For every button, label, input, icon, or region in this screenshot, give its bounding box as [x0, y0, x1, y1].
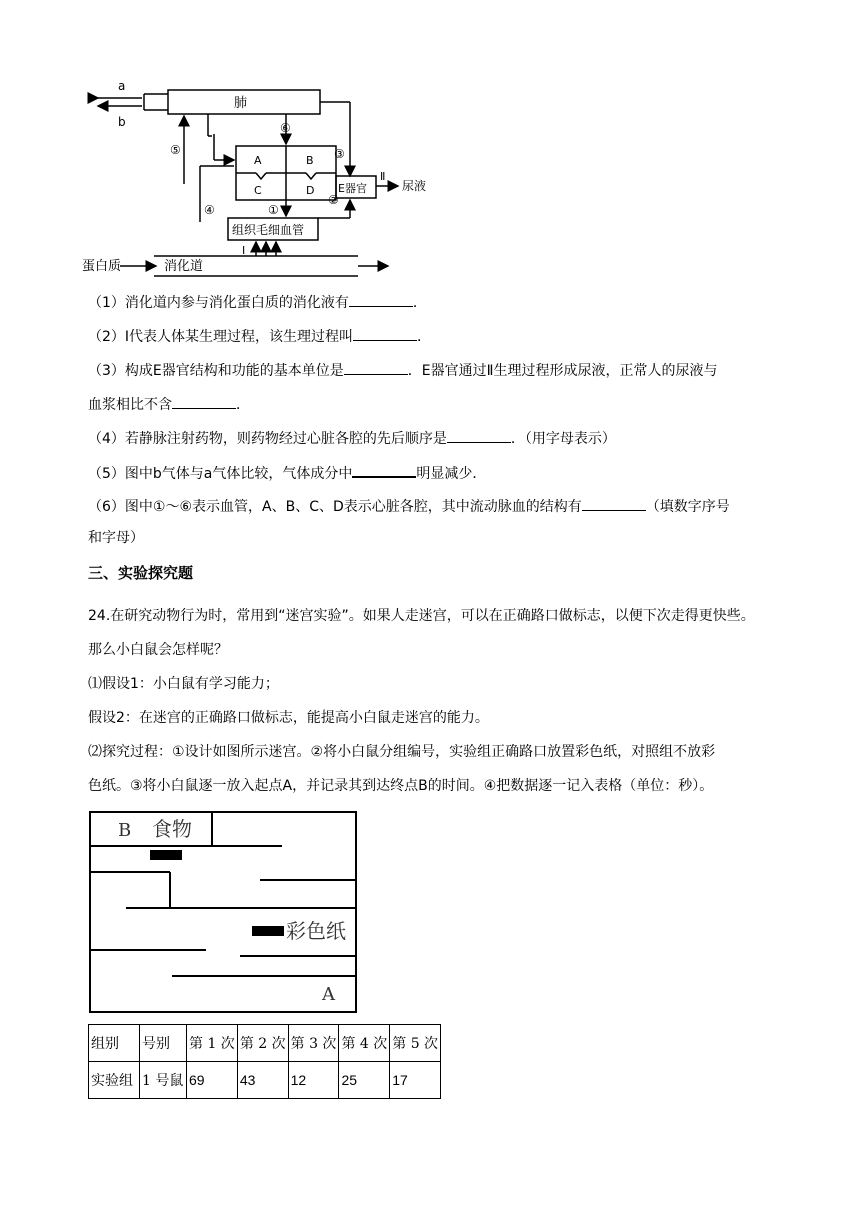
question-text: 明显减少．	[416, 466, 487, 482]
question-text: （1）消化道内参与消化蛋白质的消化液有	[88, 295, 349, 311]
answer-blank[interactable]	[344, 360, 408, 375]
table-cell: 12	[288, 1062, 339, 1099]
label-process-ii: Ⅱ	[380, 170, 386, 183]
q24-procedure-2: 色纸。③将小白鼠逐一放入起点A，并记录其到达终点B的时间。④把数据逐一记入表格（单位：秒）。	[88, 778, 714, 794]
label-vessel-4: ④	[204, 203, 215, 217]
label-urine: 尿液	[402, 179, 427, 193]
question-3-cont	[88, 394, 250, 415]
question-2	[88, 326, 431, 347]
question-3	[88, 360, 718, 381]
table-header: 第 1 次	[187, 1025, 238, 1062]
question-text: ．	[236, 397, 250, 413]
answer-blank[interactable]	[352, 462, 416, 478]
results-table	[88, 1024, 441, 1099]
table-header: 第 2 次	[237, 1025, 288, 1062]
table-header: 第 4 次	[339, 1025, 390, 1062]
table-header-row	[89, 1025, 441, 1062]
table-cell: 17	[390, 1062, 441, 1099]
q24-line-1: 24.在研究动物行为时，常用到“迷宫实验”。如果人走迷宫，可以在正确路口做标志，以便下次走得更快些。	[88, 608, 755, 624]
question-6-cont	[88, 528, 144, 548]
question-6	[88, 496, 730, 517]
label-chamber-b: B	[306, 154, 314, 167]
question-text: ．（用字母表示）	[510, 431, 616, 447]
label-vessel-1: ①	[268, 203, 279, 217]
answer-blank[interactable]	[353, 326, 417, 341]
q24-line-2: 那么小白鼠会怎样呢？	[88, 642, 228, 658]
table-cell: 25	[339, 1062, 390, 1099]
question-text: ．	[417, 329, 432, 345]
label-vessel-5: ⑤	[170, 143, 181, 157]
label-digestive-tract: 消化道	[164, 259, 204, 274]
maze-label-a: A	[322, 984, 335, 1005]
q24-hypothesis-1: ⑴假设1：小白鼠有学习能力；	[88, 676, 279, 692]
question-text: （6）图中①～⑥表示血管，A、B、C、D表示心脏各腔，其中流动脉血的结构有	[88, 499, 582, 515]
label-b: b	[118, 115, 126, 129]
label-vessel-2: ②	[328, 193, 339, 207]
circulation-diagram	[80, 76, 427, 282]
answer-blank[interactable]	[447, 428, 511, 443]
maze-diagram	[86, 808, 360, 1016]
maze-label-food: 食物	[152, 817, 192, 841]
question-4	[88, 428, 616, 449]
answer-blank[interactable]	[349, 292, 413, 307]
label-vessel-6: ⑥	[280, 121, 291, 135]
table-header: 组别	[89, 1025, 140, 1062]
label-chamber-c: C	[254, 184, 262, 197]
section-title: 三、实验探究题	[88, 564, 194, 582]
question-text: （2）Ⅰ代表人体某生理过程，该生理过程叫	[88, 329, 354, 345]
label-a: a	[118, 79, 126, 93]
question-1	[88, 292, 427, 313]
answer-blank[interactable]	[172, 394, 236, 409]
table-cell: 43	[237, 1062, 288, 1099]
question-text: （4）若静脉注射药物，则药物经过心脏各腔的先后顺序是	[88, 431, 447, 447]
maze-label-colored-paper: 彩色纸	[286, 919, 346, 943]
q24-hypothesis-2: 假设2：在迷宫的正确路口做标志，能提高小白鼠走迷宫的能力。	[88, 710, 489, 726]
question-text: （5）图中b气体与a气体比较，气体成分中	[88, 466, 353, 482]
maze-label-b: B	[118, 820, 132, 841]
question-text: ．E器官通过Ⅱ生理过程形成尿液，正常人的尿液与	[407, 363, 718, 379]
question-text: ．	[412, 295, 427, 311]
label-protein: 蛋白质	[82, 259, 122, 274]
label-process-i: Ⅰ	[242, 244, 246, 257]
question-text: 和字母）	[88, 530, 144, 546]
table-cell: 实验组	[89, 1062, 140, 1099]
table-row	[89, 1062, 441, 1099]
label-vessel-3: ③	[334, 147, 345, 161]
table-header: 第 3 次	[288, 1025, 339, 1062]
table-cell: 1 号鼠	[140, 1062, 187, 1099]
label-capillary: 组织毛细血管	[232, 223, 305, 237]
question-5	[88, 462, 486, 484]
answer-blank[interactable]	[582, 496, 646, 511]
label-organ-e: E器官	[338, 182, 367, 195]
label-lung: 肺	[234, 96, 248, 111]
label-chamber-d: D	[306, 184, 315, 197]
question-text: （填数字序号	[645, 499, 730, 515]
label-chamber-a: A	[254, 154, 262, 167]
question-text: 血浆相比不含	[88, 397, 172, 413]
table-header: 第 5 次	[390, 1025, 441, 1062]
table-header: 号别	[140, 1025, 187, 1062]
question-text: （3）构成E器官结构和功能的基本单位是	[88, 363, 344, 379]
table-cell: 69	[187, 1062, 238, 1099]
q24-procedure-1: ⑵探究过程：①设计如图所示迷宫。②将小白鼠分组编号，实验组正确路口放置彩色纸，对照组不放彩	[88, 744, 716, 760]
